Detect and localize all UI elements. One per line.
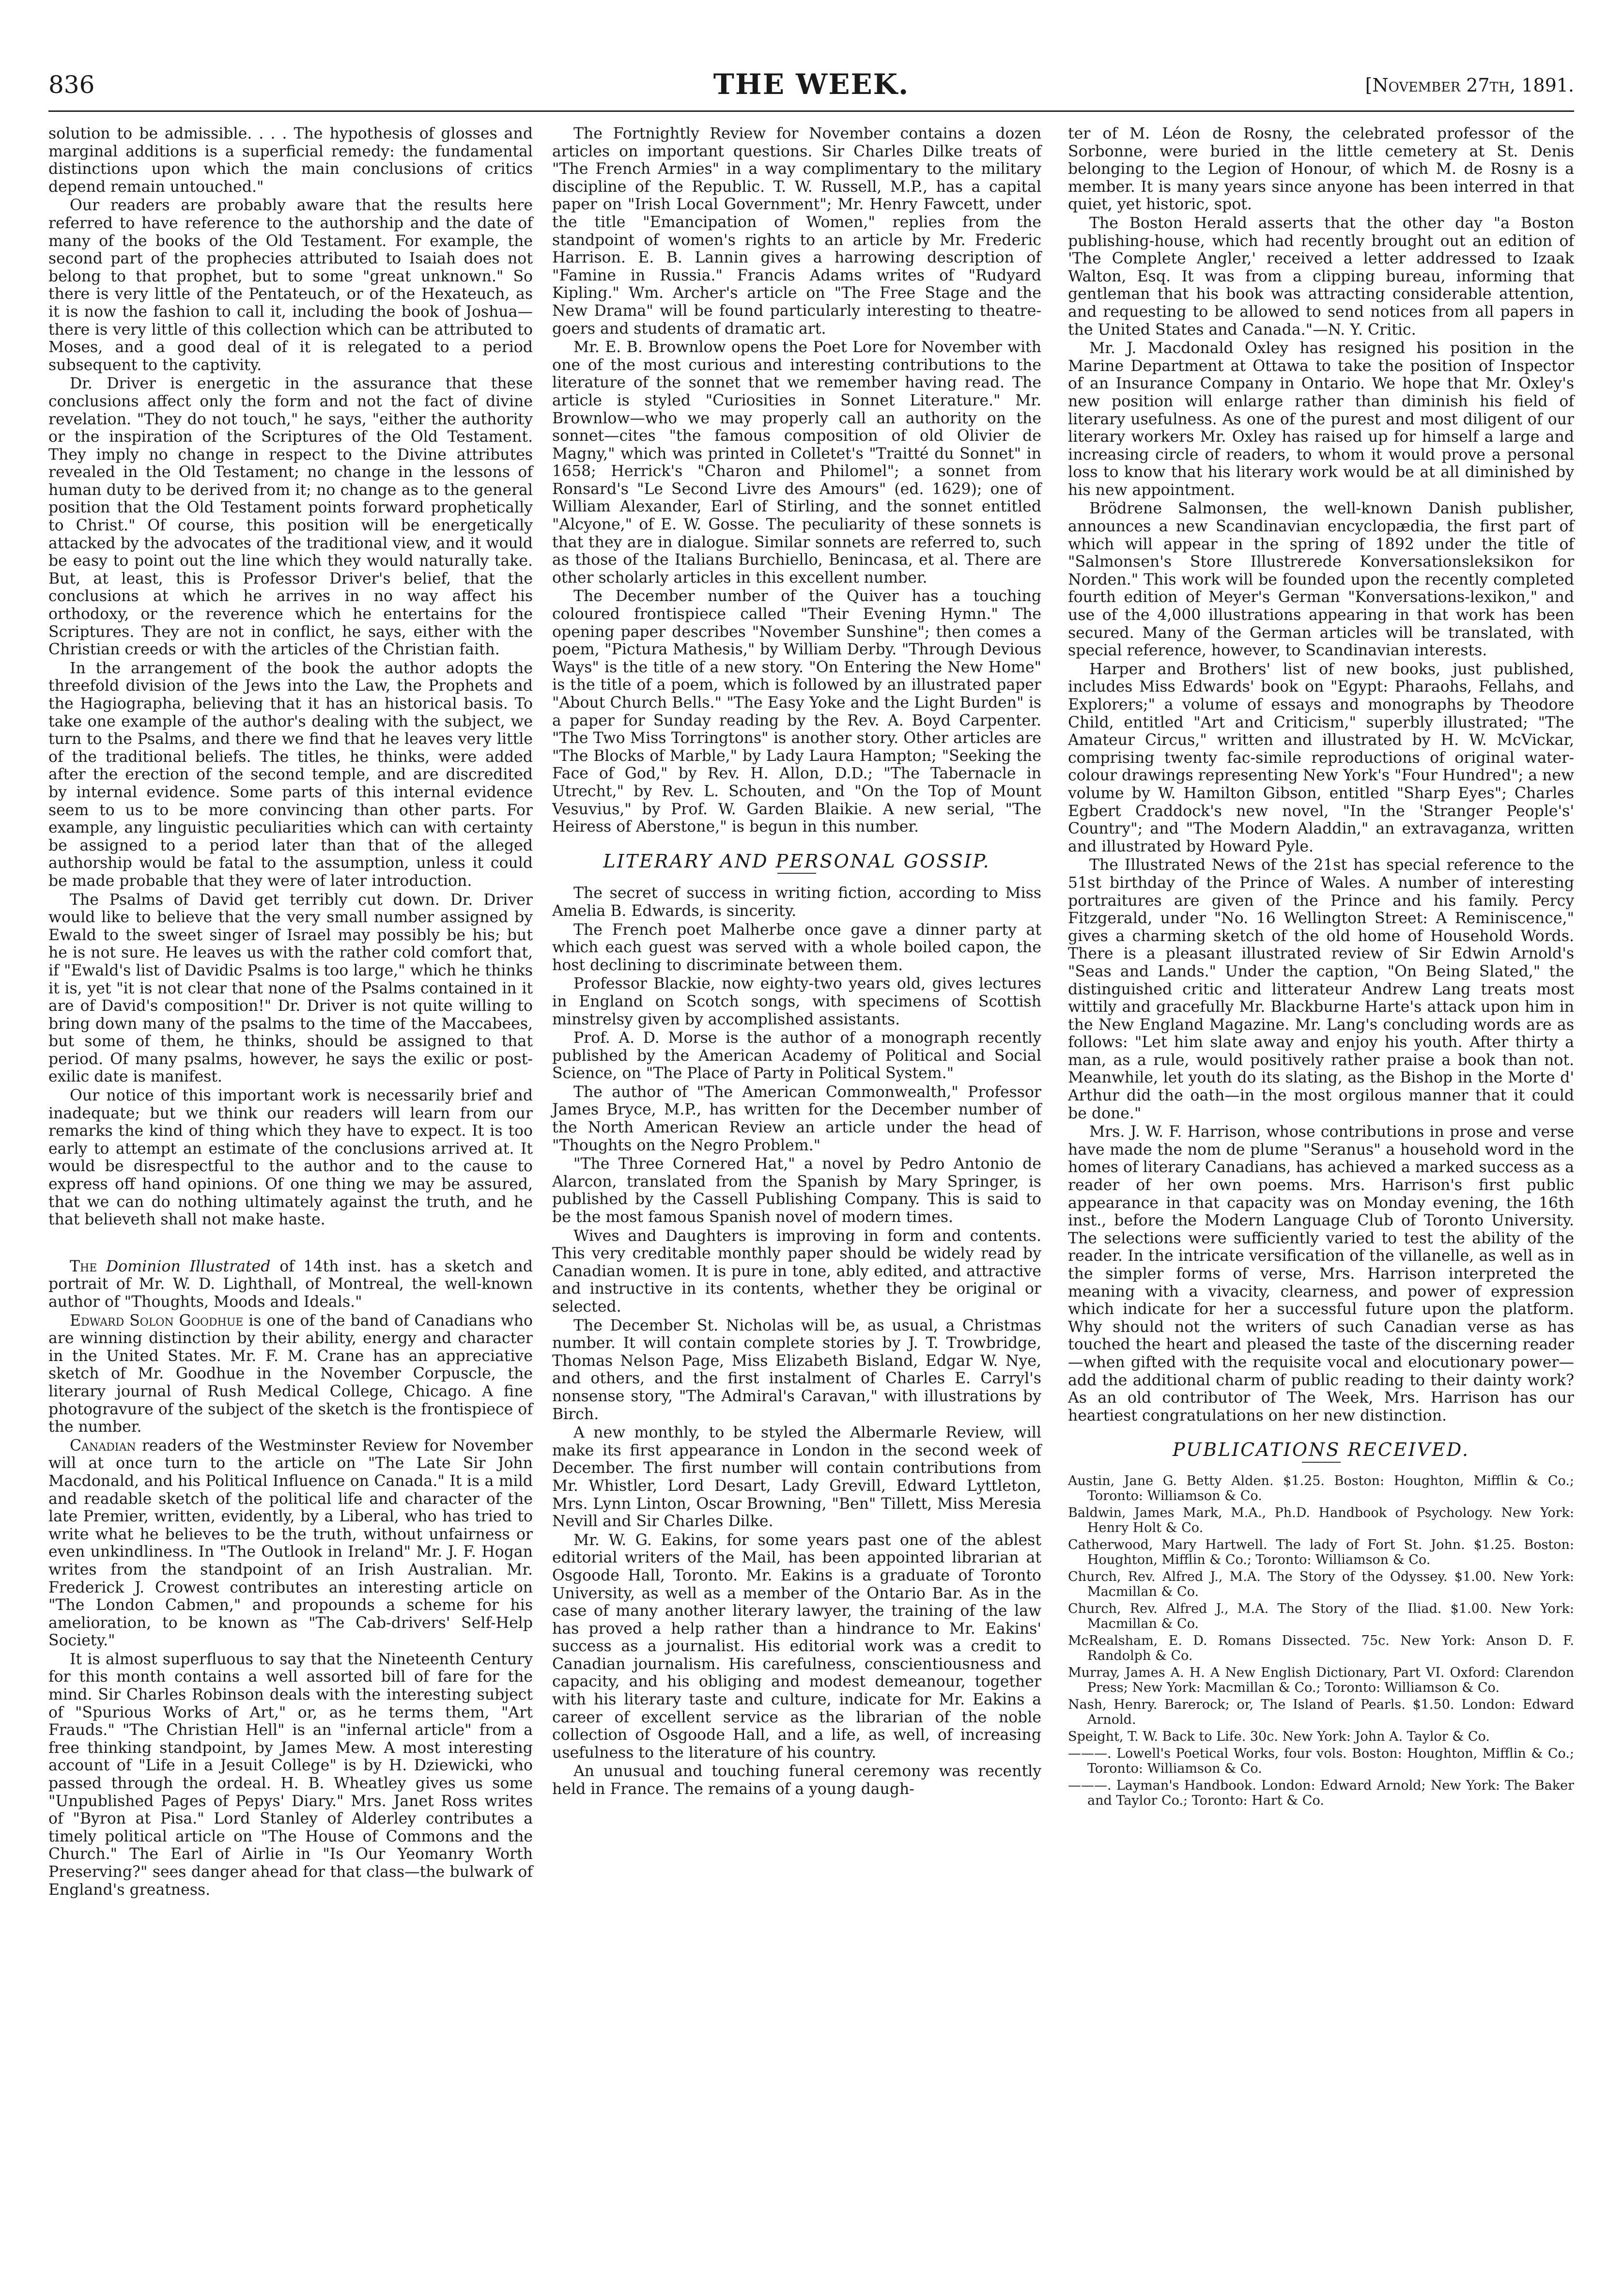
paragraph: solution to be admissible. . . . The hypothesis of glosses and marginal additions is a superficial remedy: the fundamental distinctions upon which the main conclusions of critics depend remain untouched."	[48, 125, 533, 196]
column-1	[48, 125, 533, 1899]
paragraph: Canadian readers of the Westminster Review for November will at once turn to the article on "The Late Sir John Macdonald, and his Political Influence on Canada." It is a mild and readable sketch of the political life and character of the late Premier, written, evidently, by a Liberal, who has tried to write what he believes to be the truth, without unfairness or even unkindliness. In "The Outlook in Ireland" Mr. J. F. Hogan writes from the standpoint of an Irish Australian. Mr. Frederick J. Crowest contributes an interesting article on "The London Cabmen," and propounds a scheme for his amelioration, to be known as "The Cab-drivers' Self-Help Society."	[48, 1437, 533, 1650]
list-item: ———. Layman's Handbook. London: Edward Arnold; New York: The Baker and Taylor Co.; Toronto: Hart & Co.	[1068, 1778, 1574, 1808]
paragraph: The Dominion Illustrated of 14th inst. has a sketch and portrait of Mr. W. D. Lighthall, of Montreal, the well-known author of "Thoughts, Moods and Ideals."	[48, 1257, 533, 1311]
paragraph: Mr. E. B. Brownlow opens the Poet Lore for November with one of the most curious and interesting contributions to the literature of the sonnet that we remember having read. The article is styled "Curiosities in Sonnet Literature." Mr. Brownlow—who we may properly call an authority on the sonnet—cites "the famous composition of old Olivier de Magny," which was printed in Colletet's "Traitté du Sonnet" in 1658; Herrick's "Charon and Philomel"; a sonnet from Ronsard's "Le Second Livre des Amours" (ed. 1629); one of William Alexander, Earl of Stirling, and the sonnet entitled "Alcyone," of E. W. Gosse. The peculiarity of these sonnets is that they are in dialogue. Similar sonnets are referred to, such as those of the Italians Burchiello, Benincasa, et al. There are other scholarly articles in this excellent number.	[552, 339, 1041, 587]
paragraph: Dr. Driver is energetic in the assurance that these conclusions affect only the form and not the fact of divine revelation. "They do not touch," he says, "either the authority or the inspiration of the Scriptures of the Old Testament. They imply no change in respect to the Divine attributes revealed in the Old Testament; no change in the lessons of human duty to be derived from it; no change as to the general position that the Old Testament points forward prophetically to Christ." Of course, this position will be energetically attacked by the advocates of the traditional view, and it would be easy to point out the line which they would naturally take. But, at least, this is Professor Driver's belief, that the conclusions at which he arrives in no way affect his orthodoxy, or the reverence which he entertains for the Scriptures. They are not in conflict, he says, either with the Christian creeds or with the articles of the Christian faith.	[48, 375, 533, 659]
heading-rule	[777, 873, 816, 874]
masthead	[48, 68, 1574, 108]
paragraph: Edward Solon Goodhue is one of the band of Canadians who are winning distinction by their ability, energy and character in the United States. Mr. F. M. Crane has an appreciative sketch of Mr. Goodhue in the November Corpuscle, the literary journal of Rush Medical College, Chicago. A fine photogravure of the subject of the sketch is the frontispiece of the number.	[48, 1312, 533, 1436]
paragraph: The Illustrated News of the 21st has special reference to the 51st birthday of the Prince of Wales. A number of interesting portraitures are given of the Prince and his family. Percy Fitzgerald, under "No. 16 Wellington Street: A Reminiscence," gives a charming sketch of the old home of Household Words. There is a pleasant illustrated review of Sir Edwin Arnold's "Seas and Lands." Under the caption, "On Being Slated," the distinguished critic and litterateur Andrew Lang treats most wittily and gracefully Mr. Blackburne Harte's attack upon him in the New England Magazine. Mr. Lang's concluding words are as follows: "Let him slate away and enjoy his youth. After thirty a man, as a rule, would positively rather praise a book than not. Meanwhile, let youth do its slating, as the Bishop in the Morte d' Arthur did the oath—in the most orgilous manner that it could be done."	[1068, 856, 1574, 1122]
newspaper-title: THE WEEK.	[713, 68, 910, 101]
paragraph: Mr. W. G. Eakins, for some years past one of the ablest editorial writers of the Mail, has been appointed librarian at Osgoode Hall, Toronto. Mr. Eakins is a graduate of Toronto University, as well as a member of the Ontario Bar. As in the case of many another literary lawyer, the training of the law has proved a help rather than a hindrance to Mr. Eakins' success as a journalist. His editorial work was a credit to Canadian journalism. His carefulness, conscientiousness and capacity, and his obliging and modest demeanour, together with his literary taste and culture, indicate for Mr. Eakins a career of excellent service as the librarian of the noble collection of Osgoode Hall, and a life, as well, of increasing usefulness to the literature of his country.	[552, 1531, 1041, 1762]
paragraph: It is almost superfluous to say that the Nineteenth Century for this month contains a well assorted bill of fare for the mind. Sir Charles Robinson deals with the interesting subject of "Spurious Works of Art," or, as he terms them, "Art Frauds." "The Christian Hell" is an "infernal article" from a free thinking standpoint, by James Mew. A most interesting account of "Life in a Jesuit College" is by H. Dziewicki, who passed through the ordeal. H. B. Wheatley gives us some "Unpublished Pages of Pepys' Diary." Mrs. Janet Ross writes of "Byron at Pisa." Lord Stanley of Alderley contributes a timely political article on "The House of Commons and the Church." The Earl of Airlie in "Is Our Yeomanry Worth Preserving?" sees danger ahead for that class—the bulwark of England's greatness.	[48, 1650, 533, 1899]
paragraph: A new monthly, to be styled the Albermarle Review, will make its first appearance in London in the second week of December. The first number will contain contributions from Mr. Whistler, Lord Desart, Lady Grevill, Edward Lyttleton, Mrs. Lynn Linton, Oscar Browning, "Ben" Tillett, Miss Meresia Nevill and Sir Charles Dilke.	[552, 1424, 1041, 1531]
publications-list	[1068, 1473, 1574, 1808]
paragraph: Prof. A. D. Morse is the author of a monograph recently published by the American Academy of Political and Social Science, on "The Place of Party in Political System."	[552, 1029, 1041, 1083]
paragraph: The December number of the Quiver has a touching coloured frontispiece called "Their Evening Hymn." The opening paper describes "November Sunshine"; then comes a poem, "Pictura Mathesis," by William Derby. "Through Devious Ways" is the title of a new story. "On Entering the New Home" is the title of a poem, which is followed by an illustrated paper "About Church Bells." "The Easy Yoke and the Light Burden" is a paper for Sunday reading by the Rev. A. Boyd Carpenter. "The Two Miss Torringtons" is another story. Other articles are "The Blocks of Marble," by Lady Laura Hampton; "Seeking the Face of God," by Rev. H. Allon, D.D.; "The Tabernacle in Utrecht," by Rev. L. Schouten, and "On the Top of Mount Vesuvius," by Prof. W. Garden Blaikie. A new serial, "The Heiress of Aberstone," is begun in this number.	[552, 588, 1041, 836]
paragraph: Brödrene Salmonsen, the well-known Danish publisher, announces a new Scandinavian encyclopædia, the first part of which will appear in the spring of 1892 under the title of "Salmonsen's Store Illustrerede Konversationsleksikon for Norden." This work will be founded upon the recently completed fourth edition of Meyer's German "Konversations-lexikon," and use of the 4,000 illustrations appearing in that work has been secured. Many of the German articles will be translated, with special reference, however, to Scandinavian interests.	[1068, 500, 1574, 660]
header-rule	[48, 110, 1574, 112]
column-2	[552, 125, 1041, 1798]
list-item: Speight, T. W. Back to Life. 30c. New York: John A. Taylor & Co.	[1068, 1729, 1490, 1744]
paragraph: The Fortnightly Review for November contains a dozen articles on important questions. Sir Charles Dilke treats of "The French Armies" in a way complimentary to the military discipline of the Republic. T. W. Russell, M.P., has a capital paper on "Irish Local Government"; Mr. Henry Fawcett, under the title "Emancipation of Women," replies from the standpoint of women's rights to an article by Mr. Frederic Harrison. E. B. Lannin gives a harrowing description of "Famine in Russia." Francis Adams writes of "Rudyard Kipling." Wm. Archer's article on "The Free Stage and the New Drama" will be found particularly interesting to theatre-goers and students of dramatic art.	[552, 125, 1041, 338]
paragraph: The secret of success in writing fiction, according to Miss Amelia B. Edwards, is sincerity.	[552, 884, 1041, 920]
list-item: ———. Lowell's Poetical Works, four vols. Boston: Houghton, Mifflin & Co.; Toronto: Williamson & Co.	[1068, 1746, 1574, 1776]
section-heading: PUBLICATIONS RECEIVED.	[1173, 1439, 1469, 1461]
paragraph: Harper and Brothers' list of new books, just published, includes Miss Edwards' book on "Egypt: Pharaohs, Fellahs, and Explorers;" a volume of essays and monographs by Theodore Child, entitled "Art and Criticism," superbly illustrated; "The Amateur Circus," written and illustrated by H. W. McVickar, comprising twenty fac-simile reproductions of original water-colour drawings representing New York's "Four Hundred"; a new volume by W. Hamilton Gibson, entitled "Sharp Eyes"; Charles Egbert Craddock's new novel, "In the 'Stranger People's' Country"; and "The Modern Aladdin," an extravaganza, written and illustrated by Howard Pyle.	[1068, 660, 1574, 855]
paragraph: ter of M. Léon de Rosny, the celebrated professor of the Sorbonne, were buried in the little cemetery at St. Denis belonging to the Legion of Honour, of which M. de Rosny is a member. It is many years since anyone has been interred in that quiet, yet historic, spot.	[1068, 125, 1574, 214]
heading-rule	[1302, 1462, 1341, 1463]
paragraph: An unusual and touching funeral ceremony was recently held in France. The remains of a young daugh-	[552, 1763, 1041, 1798]
issue-date: [November 27th, 1891.	[1365, 75, 1574, 96]
paragraph: The December St. Nicholas will be, as usual, a Christmas number. It will contain complete stories by J. T. Trowbridge, Thomas Nelson Page, Miss Elizabeth Bisland, Edgar W. Nye, and others, and the first instalment of Charles E. Carryl's nonsense story, "The Admiral's Caravan," with illustrations by Birch.	[552, 1316, 1041, 1423]
list-item: Church, Rev. Alfred J., M.A. The Story of the Odyssey. $1.00. New York: Macmillan & Co.	[1068, 1569, 1574, 1599]
page-number: 836	[48, 71, 95, 99]
section-heading: LITERARY AND PERSONAL GOSSIP.	[603, 850, 990, 872]
list-item: Nash, Henry. Barerock; or, The Island of Pearls. $1.50. London: Edward Arnold.	[1068, 1697, 1574, 1727]
list-item: Murray, James A. H. A New English Dictionary, Part VI. Oxford: Clarendon Press; New York: Macmillan & Co.; Toronto: Williamson & Co.	[1068, 1665, 1574, 1695]
paragraph: The French poet Malherbe once gave a dinner party at which each guest was served with a whole boiled capon, the host declining to discriminate between them.	[552, 921, 1041, 974]
list-item: McRealsham, E. D. Romans Dissected. 75c. New York: Anson D. F. Randolph & Co.	[1068, 1633, 1574, 1663]
column-3	[1068, 125, 1574, 1810]
paragraph: Wives and Daughters is improving in form and contents. This very creditable monthly paper should be widely read by Canadian women. It is pure in tone, ably edited, and attractive and instructive in its contents, whether they be original or selected.	[552, 1227, 1041, 1315]
paragraph: Mr. J. Macdonald Oxley has resigned his position in the Marine Department at Ottawa to take the position of Inspector of an Insurance Company in Ontario. We hope that Mr. Oxley's new position will enlarge rather than diminish his field of literary usefulness. As one of the purest and most diligent of our literary workers Mr. Oxley has raised up for himself a large and increasing circle of readers, to whom it would prove a personal loss to know that his literary work would be at all diminished by his new appointment.	[1068, 340, 1574, 499]
list-item: Catherwood, Mary Hartwell. The lady of Fort St. John. $1.25. Boston: Houghton, Mifflin & Co.; Toronto: Williamson & Co.	[1068, 1537, 1574, 1567]
paragraph: The Boston Herald asserts that the other day "a Boston publishing-house, which had recently brought out an edition of 'The Complete Angler,' received a letter addressed to Izaak Walton, Esq. It was from a clipping bureau, informing that gentleman that his book was attracting considerable attention, and requesting to be allowed to send notices from all papers in the United States and Canada."—N. Y. Critic.	[1068, 214, 1574, 339]
section-gap	[48, 1229, 533, 1258]
paragraph: Professor Blackie, now eighty-two years old, gives lectures in England on Scotch songs, with specimens of Scottish minstrelsy given by accomplished assistants.	[552, 975, 1041, 1028]
list-item: Church, Rev. Alfred J., M.A. The Story of the Iliad. $1.00. New York: Macmillan & Co.	[1068, 1601, 1574, 1631]
paragraph: Mrs. J. W. F. Harrison, whose contributions in prose and verse have made the nom de plume "Seranus" a household word in the homes of literary Canadians, has achieved a marked success as a reader of her own poems. Mrs. Harrison's first public appearance in that capacity was on Monday evening, the 16th inst., before the Modern Language Club of Toronto University. The selections were sufficiently varied to test the ability of the reader. In the intricate versification of the villanelle, as well as in the simpler forms of verse, Mrs. Harrison interpreted the meaning with a vivacity, clearness, and power of expression which indicate for her a successful future upon the platform. Why should not the writers of such Canadian verse as has touched the heart and pleased the taste of the discerning reader—when gifted with the requisite vocal and elocutionary power—add the additional charm of public reading to their dainty work? As an old contributor of The Week, Mrs. Harrison has our heartiest congratulations on her new distinction.	[1068, 1123, 1574, 1424]
paragraph: Our readers are probably aware that the results here referred to have reference to the authorship and the date of many of the books of the Old Testament. For example, the second part of the prophecies attributed to Isaiah does not belong to that prophet, but to some "great unknown." So there is very little of the Pentateuch, or of the Hexateuch, as it is now the fashion to call it, including the book of Joshua—there is very little of this collection which can be attributed to Moses, and a good deal of it is relegated to a period subsequent to the captivity.	[48, 197, 533, 374]
paragraph: The author of "The American Commonwealth," Professor James Bryce, M.P., has written for the December number of the North American Review an article under the head of "Thoughts on the Negro Problem."	[552, 1083, 1041, 1154]
paragraph: Our notice of this important work is necessarily brief and inadequate; but we think our readers will learn from our remarks the kind of thing which they have to expect. It is too early to attempt an estimate of the conclusions arrived at. It would be disrespectful to the author and to the cause to express off hand opinions. Of one thing we may be assured, that we can do nothing ultimately against the truth, and he that believeth shall not make haste.	[48, 1087, 533, 1229]
paragraph: In the arrangement of the book the author adopts the threefold division of the Jews into the Law, the Prophets and the Hagiographa, believing that it has an historical basis. To take one example of the author's dealing with the subject, we turn to the Psalms, and there we find that he leaves very little of the traditional beliefs. The titles, he thinks, were added after the erection of the second temple, and are discredited by internal evidence. Some parts of this internal evidence seem to us to be more convincing than other parts. For example, any linguistic peculiarities which can with certainty be assigned to a period later than that of the alleged authorship would be fatal to the assumption, unless it could be made probable that they were of later introduction.	[48, 659, 533, 890]
paragraph: The Psalms of David get terribly cut down. Dr. Driver would like to believe that the very small number assigned by Ewald to the sweet singer of Israel may possibly be his; but he is not sure. He leaves us with the rather cold comfort that, if "Ewald's list of Davidic Psalms is too large," which he thinks it is, yet "it is not clear that none of the Psalms contained in it are of David's composition!" Dr. Driver is not quite willing to bring down many of the psalms to the time of the Maccabees, but some of them, he thinks, should be assigned to that period. Of many psalms, however, he says the exilic or post-exilic date is manifest.	[48, 891, 533, 1086]
list-item: Austin, Jane G. Betty Alden. $1.25. Boston: Houghton, Mifflin & Co.; Toronto: Williamson & Co.	[1068, 1473, 1574, 1503]
list-item: Baldwin, James Mark, M.A., Ph.D. Handbook of Psychology. New York: Henry Holt & Co.	[1068, 1505, 1574, 1535]
paragraph: "The Three Cornered Hat," a novel by Pedro Antonio de Alarcon, translated from the Spanish by Mary Springer, is published by the Cassell Publishing Company. This is said to be the most famous Spanish novel of modern times.	[552, 1155, 1041, 1226]
